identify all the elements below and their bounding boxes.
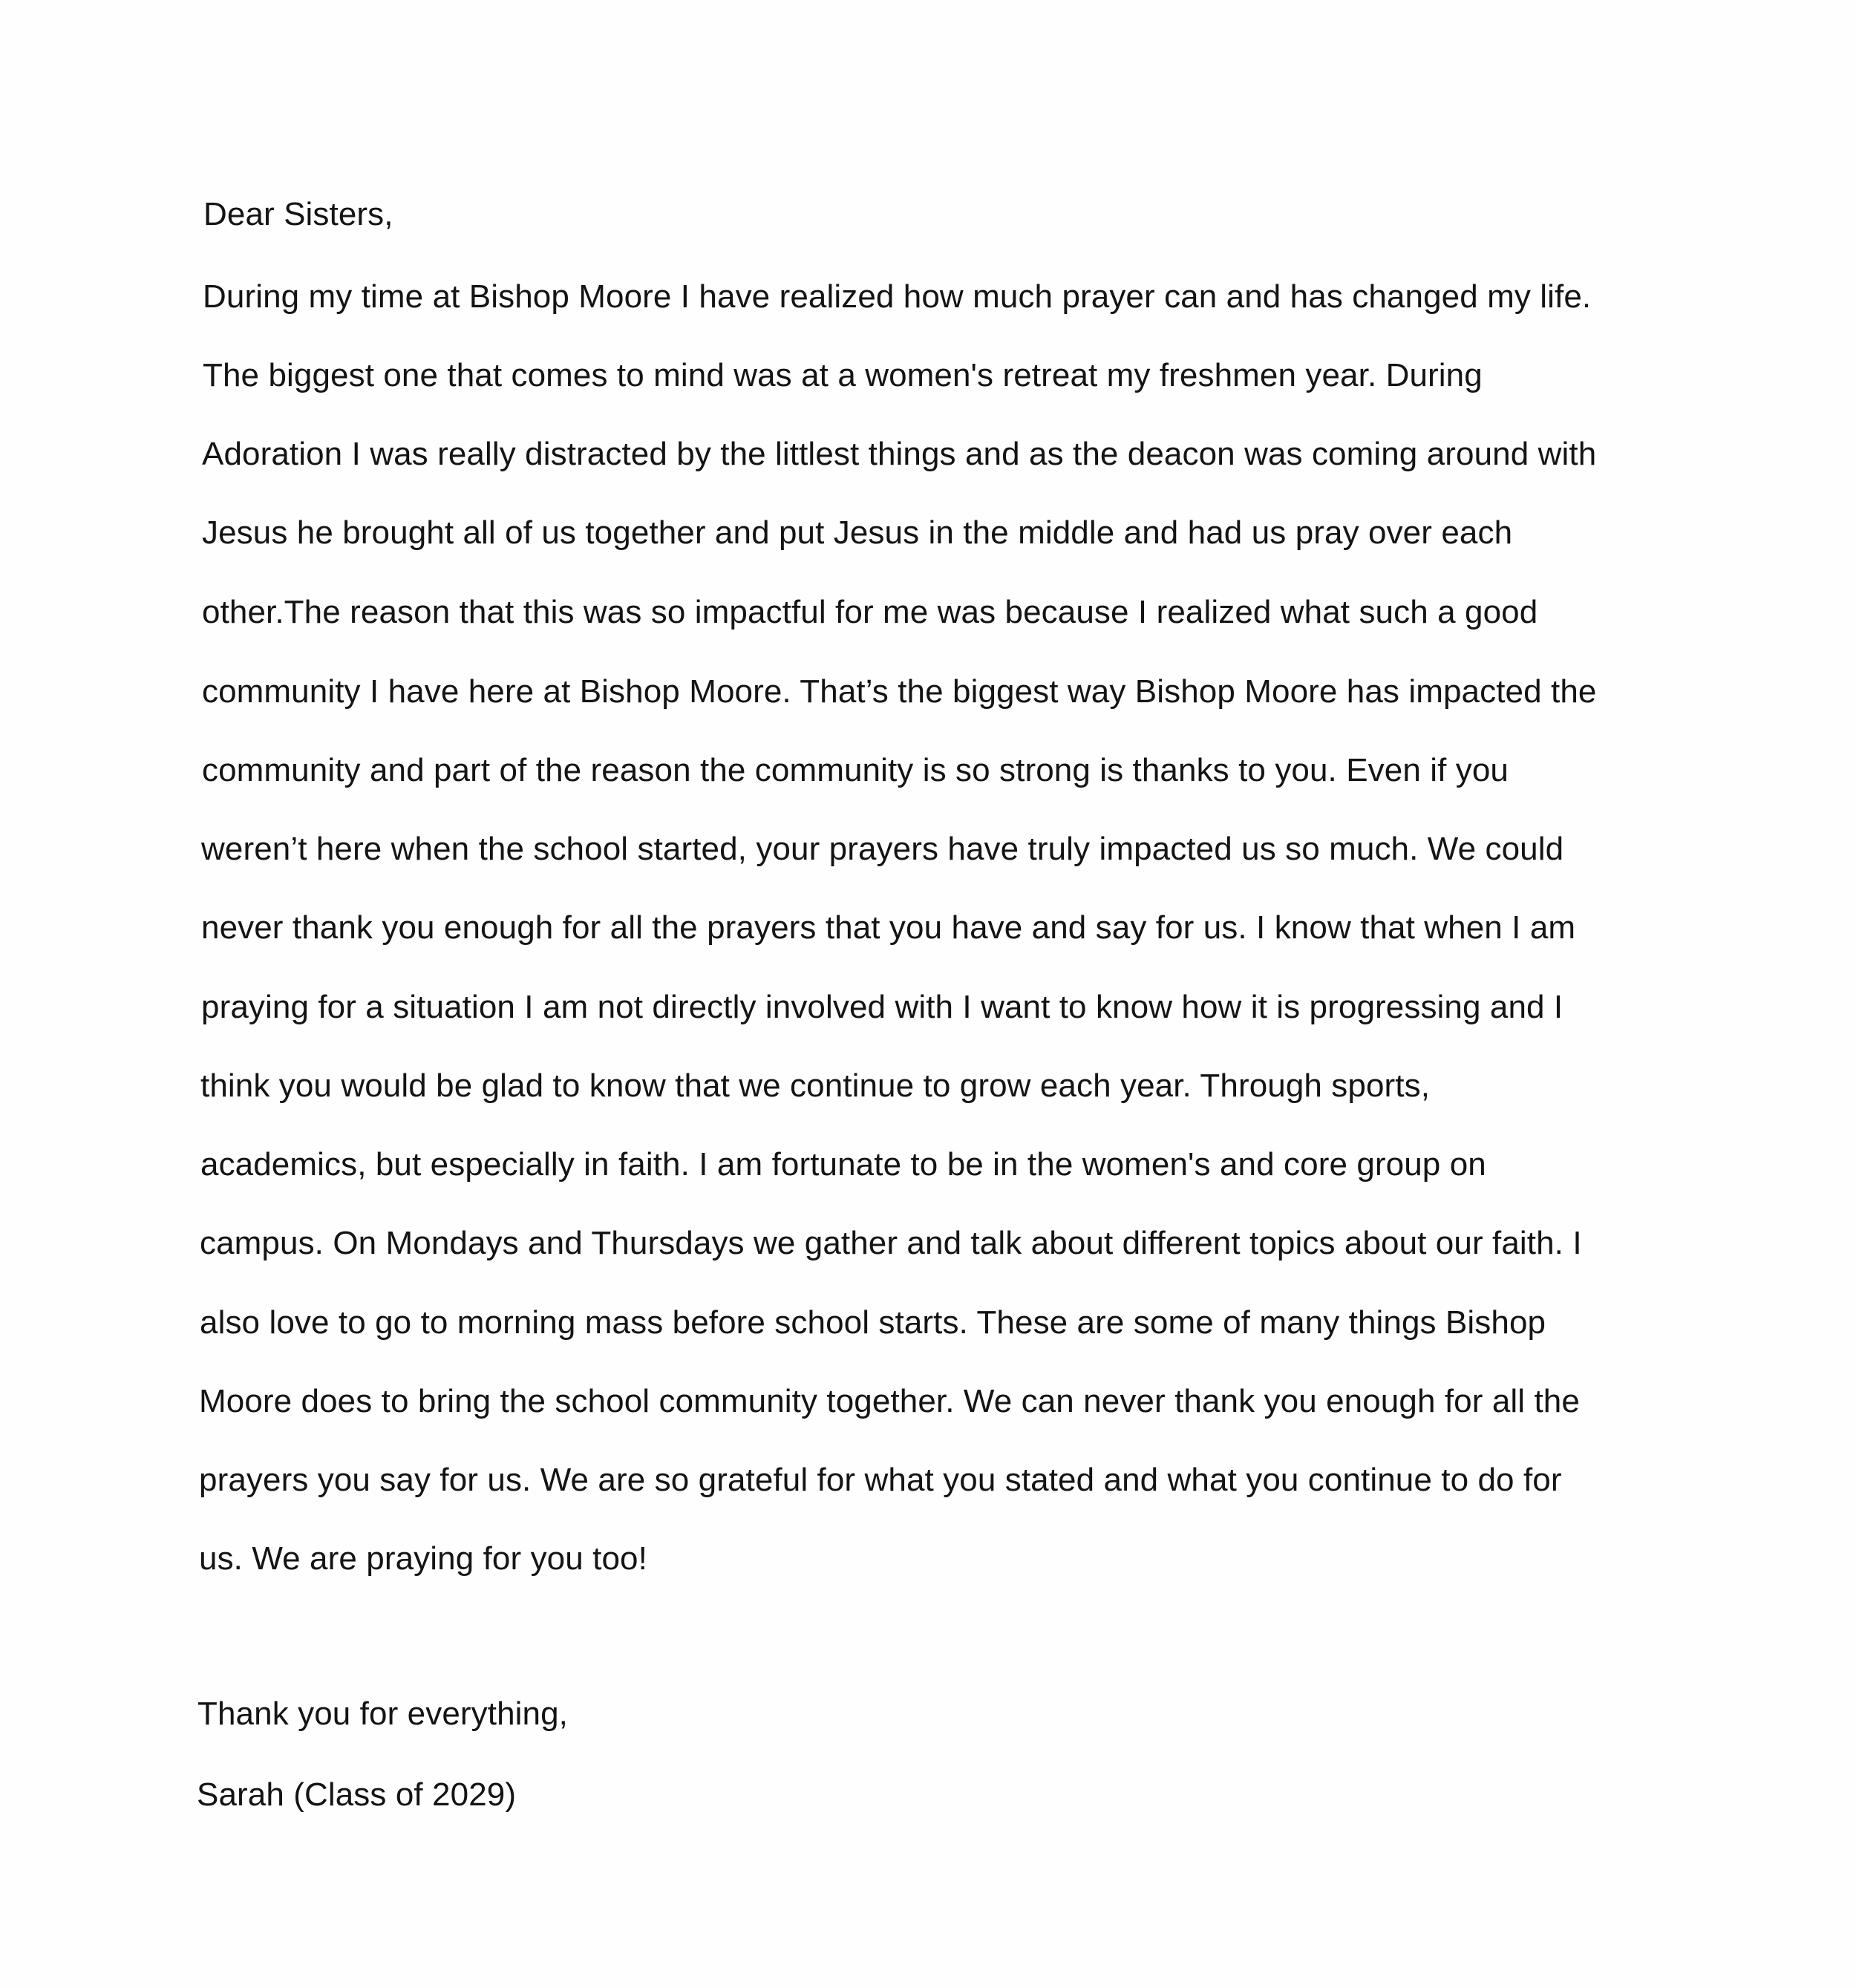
body-line-9: never thank you enough for all the prayers that you have and say for us. I know that when I am bbox=[201, 909, 1576, 946]
body-line-16: prayers you say for us. We are so grateful for what you stated and what you continue to do for bbox=[199, 1462, 1562, 1498]
body-line-15: Moore does to bring the school community together. We can never thank you enough for all the bbox=[199, 1383, 1580, 1419]
body-line-10: praying for a situation I am not directly involved with I want to know how it is progressing and I bbox=[201, 989, 1563, 1025]
signature: Sarah (Class of 2029) bbox=[197, 1776, 517, 1813]
body-line-12: academics, but especially in faith. I am fortunate to be in the women's and core group on bbox=[200, 1146, 1486, 1183]
body-line-3: Adoration I was really distracted by the littlest things and as the deacon was coming around with bbox=[202, 436, 1597, 472]
body-line-8: weren’t here when the school started, your prayers have truly impacted us so much. We could bbox=[201, 831, 1564, 867]
body-line-4: Jesus he brought all of us together and put Jesus in the middle and had us pray over each bbox=[202, 514, 1513, 551]
body-line-17: us. We are praying for you too! bbox=[199, 1540, 647, 1577]
salutation: Dear Sisters, bbox=[203, 196, 393, 232]
body-line-2: The biggest one that comes to mind was at a women's retreat my freshmen year. During bbox=[203, 357, 1483, 393]
body-line-7: community and part of the reason the community is so strong is thanks to you. Even if you bbox=[202, 752, 1509, 788]
closing: Thank you for everything, bbox=[197, 1696, 568, 1732]
body-line-14: also love to go to morning mass before school starts. These are some of many things Bishop bbox=[200, 1304, 1546, 1341]
body-line-5: other.The reason that this was so impactful for me was because I realized what such a good bbox=[202, 594, 1538, 630]
body-line-13: campus. On Mondays and Thursdays we gather and talk about different topics about our faith. I bbox=[200, 1225, 1582, 1261]
body-line-6: community I have here at Bishop Moore. That’s the biggest way Bishop Moore has impacted the bbox=[202, 673, 1597, 710]
body-line-1: During my time at Bishop Moore I have realized how much prayer can and has changed my life. bbox=[203, 278, 1592, 315]
body-line-11: think you would be glad to know that we continue to grow each year. Through sports, bbox=[200, 1067, 1431, 1104]
